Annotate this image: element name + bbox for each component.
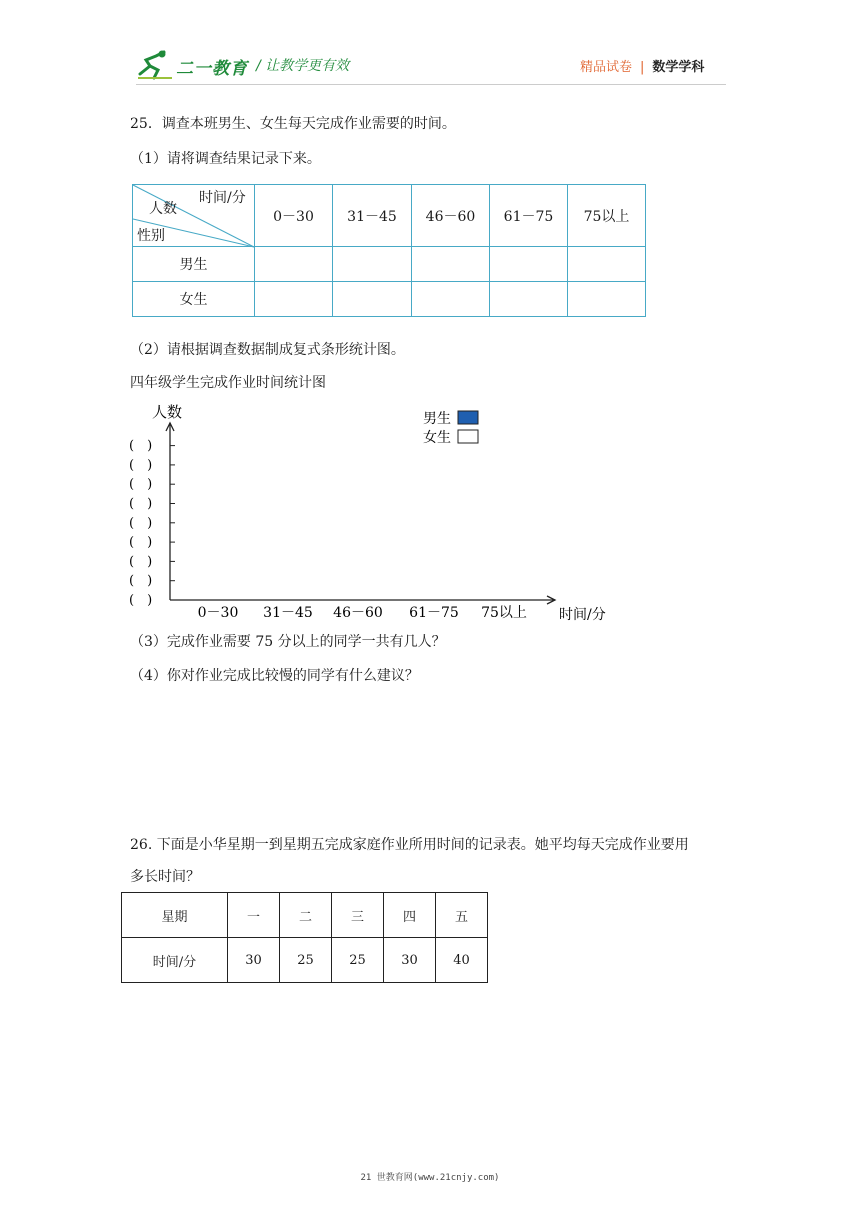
time-cell: 30 xyxy=(384,938,436,983)
q25-part1: （1）请将调查结果记录下来。 xyxy=(130,151,321,167)
column-header: 0－30 xyxy=(255,185,333,247)
x-tick-label: 61－75 xyxy=(409,605,459,621)
header-right xyxy=(580,56,704,75)
q25-survey-table xyxy=(132,184,646,317)
weekday-cell: 四 xyxy=(384,893,436,938)
row-header-weekday: 星期 xyxy=(122,893,228,938)
time-cell: 40 xyxy=(436,938,488,983)
weekday-cell: 三 xyxy=(332,893,384,938)
y-tick-label: ( ) xyxy=(129,573,153,589)
x-axis-label: 时间/分 xyxy=(559,607,606,623)
logo-runner-icon xyxy=(136,48,174,80)
corner-label-gender: 性别 xyxy=(137,228,165,244)
x-tick-label: 75以上 xyxy=(481,605,527,621)
chart-title: 四年级学生完成作业时间统计图 xyxy=(130,375,326,391)
column-header: 46－60 xyxy=(412,185,490,247)
header-divider xyxy=(136,84,726,85)
y-tick-label: ( ) xyxy=(129,496,153,512)
answer-cell[interactable] xyxy=(490,247,568,282)
answer-cell[interactable] xyxy=(568,282,646,317)
premium-label: 精品试卷 xyxy=(580,60,633,75)
table-corner-cell xyxy=(133,185,255,247)
y-tick-label: ( ) xyxy=(129,515,153,531)
answer-cell[interactable] xyxy=(333,282,412,317)
time-cell: 25 xyxy=(332,938,384,983)
answer-cell[interactable] xyxy=(412,282,490,317)
row-header-boys: 男生 xyxy=(133,247,255,282)
page-footer: 21 世教育网(www.21cnjy.com) xyxy=(360,1173,500,1183)
brand-logo-text: 二一教育 xyxy=(176,59,248,79)
y-tick-label: ( ) xyxy=(129,554,153,570)
y-tick-label: ( ) xyxy=(129,477,153,493)
q25-title: 25．调查本班男生、女生每天完成作业需要的时间。 xyxy=(130,116,456,132)
y-tick-label: ( ) xyxy=(129,457,153,473)
row-header-time: 时间/分 xyxy=(122,938,228,983)
q25-part2: （2）请根据调查数据制成复式条形统计图。 xyxy=(130,342,405,358)
legend-swatch xyxy=(458,411,478,424)
weekday-cell: 二 xyxy=(280,893,332,938)
weekday-cell: 一 xyxy=(228,893,280,938)
bar-chart-template xyxy=(125,395,606,625)
time-cell: 30 xyxy=(228,938,280,983)
q26-homework-table xyxy=(121,892,488,983)
y-tick-label: ( ) xyxy=(129,438,153,454)
q25-part4: （4）你对作业完成比较慢的同学有什么建议？ xyxy=(130,668,419,684)
legend-swatch xyxy=(458,430,478,443)
q26-line1: 26. 下面是小华星期一到星期五完成家庭作业所用时间的记录表。她平均每天完成作业要用 xyxy=(130,837,689,853)
x-tick-label: 0－30 xyxy=(197,605,239,621)
answer-cell[interactable] xyxy=(412,247,490,282)
q26-line2: 多长时间？ xyxy=(130,869,200,885)
x-tick-label: 46－60 xyxy=(333,605,383,621)
weekday-cell: 五 xyxy=(436,893,488,938)
answer-cell[interactable] xyxy=(568,247,646,282)
brand-slogan: / 让教学更有效 xyxy=(256,58,350,74)
row-header-girls: 女生 xyxy=(133,282,255,317)
corner-label-count: 人数 xyxy=(149,201,177,217)
time-cell: 25 xyxy=(280,938,332,983)
answer-cell[interactable] xyxy=(490,282,568,317)
legend-label: 女生 xyxy=(423,430,451,446)
x-tick-label: 31－45 xyxy=(263,605,313,621)
y-tick-label: ( ) xyxy=(129,593,153,608)
answer-cell[interactable] xyxy=(255,247,333,282)
column-header: 61－75 xyxy=(490,185,568,247)
column-header: 31－45 xyxy=(333,185,412,247)
answer-cell[interactable] xyxy=(255,282,333,317)
legend-label: 男生 xyxy=(423,411,451,427)
answer-cell[interactable] xyxy=(333,247,412,282)
y-tick-label: ( ) xyxy=(129,535,153,551)
corner-label-time: 时间/分 xyxy=(199,190,246,206)
subject-label: 数学学科 xyxy=(652,60,705,75)
column-header: 75以上 xyxy=(568,185,646,247)
q25-part3: （3）完成作业需要 75 分以上的同学一共有几人？ xyxy=(130,634,446,650)
header-separator: | xyxy=(640,60,645,75)
y-axis-label: 人数 xyxy=(152,403,183,421)
